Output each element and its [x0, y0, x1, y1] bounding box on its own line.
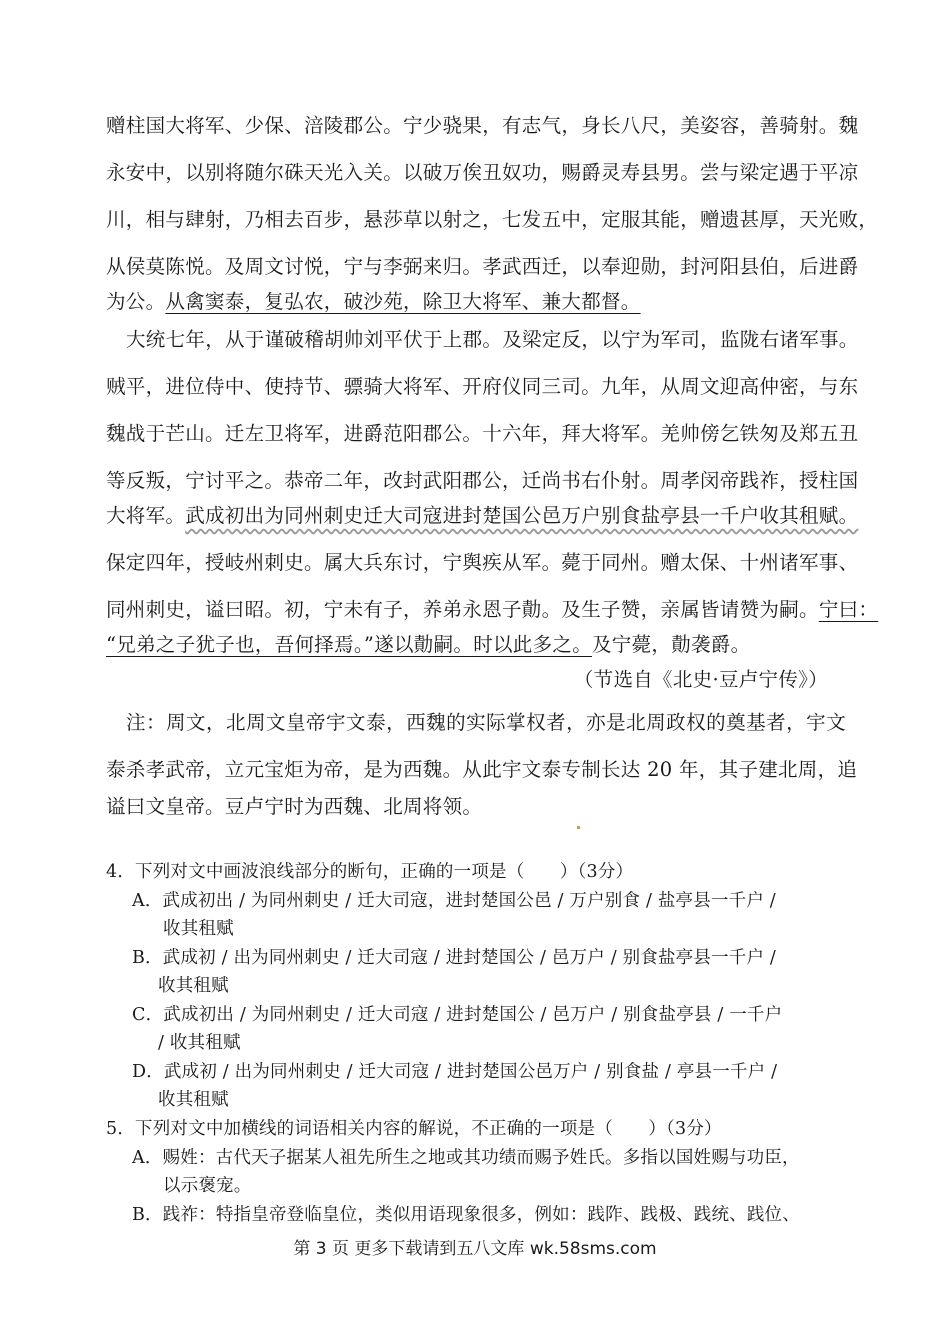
note-line: 谥曰文皇帝。豆卢宁时为西魏、北周将领。: [106, 795, 483, 818]
option-d-cont: 收其租赋: [158, 1090, 229, 1110]
text-line: 魏战于芒山。迁左卫将军，进爵范阳郡公。十六年，拜大将军。羌帅傍乞铁匆及郑五丑: [106, 422, 859, 445]
option-b: B．践祚：特指皇帝登临皇位，类似用语现象很多，例如：践阼、践极、践统、践位、: [132, 1205, 800, 1225]
text-segment: 及宁薨，勣袭爵。: [592, 633, 751, 656]
question-stem: 4．下列对文中画波浪线部分的断句，正确的一项是（ ）（3分）: [106, 862, 634, 882]
source-citation: （节选自《北史·豆卢宁传》）: [573, 668, 828, 691]
underlined-sentence: 从禽窦泰，复弘农，破沙苑，除卫大将军、兼大都督。: [165, 290, 641, 313]
text-line: 大统七年，从于谨破稽胡帅刘平伏于上郡。及梁定反，以宁为军司，监陇右诸军事。: [126, 328, 859, 351]
text-line: 保定四年，授岐州刺史。属大兵东讨，宁舆疾从军。薨于同州。赠太保、十州诸军事、: [106, 551, 859, 574]
option-b-cont: 收其租赋: [158, 976, 229, 996]
underlined-sentence: 宁曰：: [818, 598, 879, 621]
option-c-cont: / 收其租赋: [158, 1033, 241, 1053]
text-segment: 为公。: [106, 290, 166, 313]
text-line: 等反叛，宁讨平之。恭帝二年，改封武阳郡公，迁尚书右仆射。周孝闵帝践祚，授柱国: [106, 469, 859, 492]
text-line: 赠柱国大将军、少保、涪陵郡公。宁少骁果，有志气，身长八尺，美姿容，善骑射。魏: [106, 114, 859, 137]
text-segment: 同州刺史，谥曰昭。初，宁未有子，养弟永恩子勣。及生子赞，亲属皆请赞为嗣。: [106, 598, 819, 621]
option-a-cont: 收其租赋: [163, 919, 234, 939]
note-line: 注：周文，北周文皇帝宇文泰，西魏的实际掌权者，亦是北周政权的奠基者，宇文: [126, 711, 846, 734]
option-a: A．赐姓：古代天子据某人祖先所生之地或其功绩而赐予姓氏。多指以国姓赐与功臣，: [132, 1148, 800, 1168]
option-d: D．武成初 / 出为同州刺史 / 迁大司寇 / 进封楚国公邑万户 / 别食盐 / 亭县一千户 /: [132, 1062, 778, 1082]
option-b: B．武成初 / 出为同州刺史 / 迁大司寇 / 进封楚国公 / 邑万户 / 别食盐亭县一千户 /: [132, 948, 777, 968]
text-line: [106, 596, 879, 624]
text-line: [106, 631, 846, 659]
note-line: 泰杀孝武帝，立元宝炬为帝，是为西魏。从此宇文泰专制长达 20 年，其子建北周，追: [106, 758, 858, 781]
text-line: 贼平，进位侍中、使持节、骠骑大将军、开府仪同三司。九年，从周文迎高仲密，与东: [106, 375, 859, 398]
option-a: A．武成初出 / 为同州刺史 / 迁大司寇，进封楚国公邑 / 万户别食 / 盐亭县一千户 /: [132, 891, 776, 911]
text-line: 从侯莫陈悦。及周文讨悦，宁与李弼来归。孝武西迁，以奉迎勋，封河阳县伯，后进爵: [106, 255, 859, 278]
text-line: 川，相与肆射，乃相去百步，悬莎草以射之，七发五中，定服其能，赠遗甚厚，天光败，: [106, 208, 879, 231]
option-a-cont: 以示褒宠。: [163, 1176, 252, 1196]
text-line: [106, 288, 846, 316]
text-segment: 大将军。: [106, 504, 186, 527]
stray-mark: [577, 826, 580, 829]
wavy-underlined-sentence: 武成初出为同州刺史迁大司寇进封楚国公邑万户别食盐亭县一千户收其租赋。: [185, 504, 859, 527]
question-stem: 5．下列对文中加横线的词语相关内容的解说，不正确的一项是（ ）（3分）: [106, 1119, 722, 1139]
text-line: [106, 502, 859, 530]
page-footer: 第 3 页 更多下载请到五八文库 wk.58sms.com: [293, 1239, 657, 1259]
underlined-sentence: “兄弟之子犹子也，吾何择焉。”遂以勣嗣。时以此多之。: [106, 633, 592, 656]
option-c: C．武成初出 / 为同州刺史 / 迁大司寇 / 进封楚国公 / 邑万户 / 别食盐亭县 / 一千户: [132, 1005, 783, 1025]
text-line: 永安中，以别将随尔硃天光入关。以破万俟丑奴功，赐爵灵寿县男。尝与梁定遇于平凉: [106, 161, 859, 184]
